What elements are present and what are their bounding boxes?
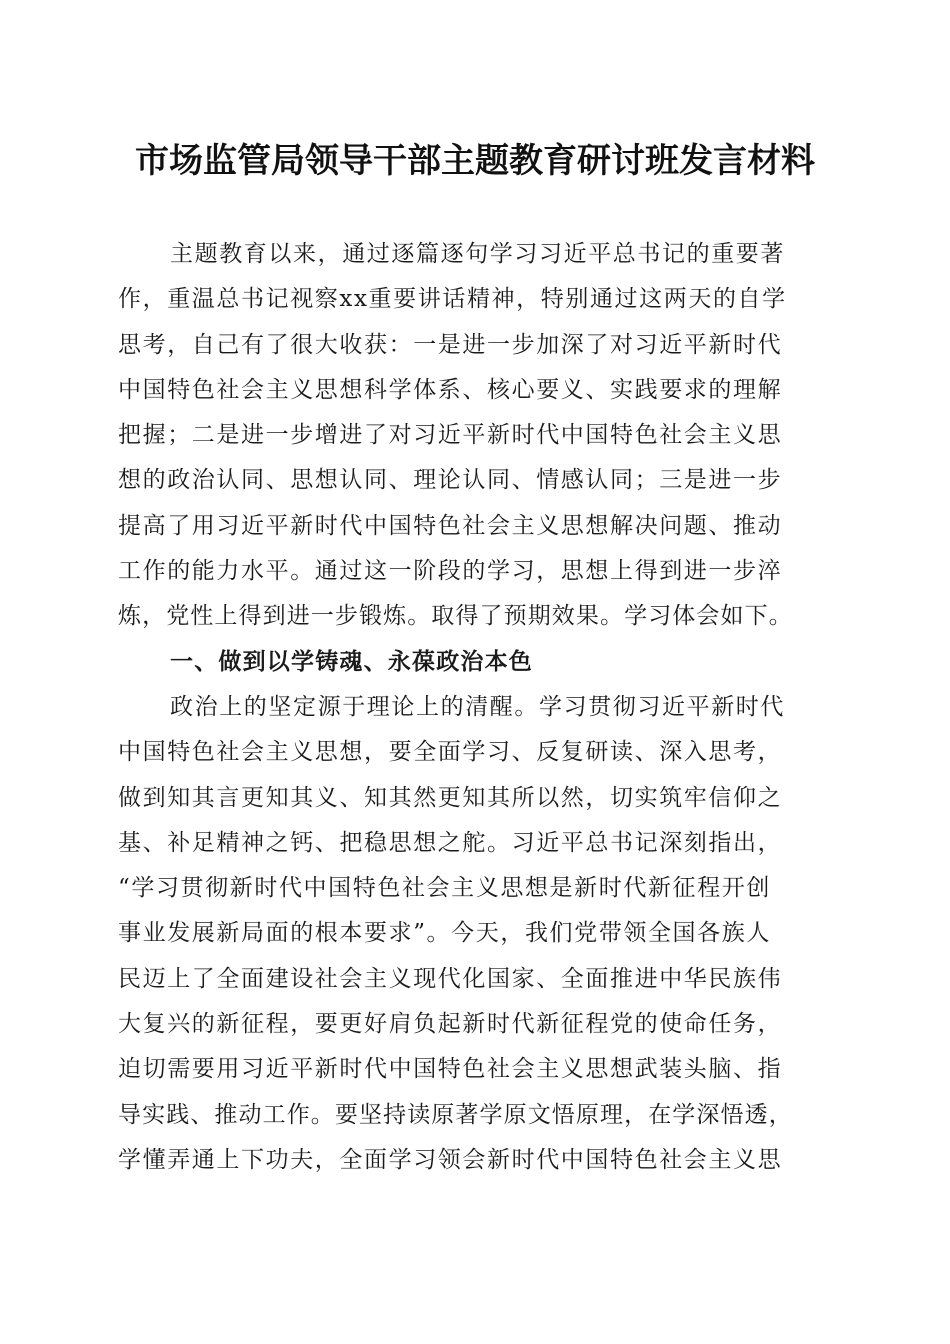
paragraph-line: 中国特色社会主义思想科学体系、核心要义、实践要求的理解 bbox=[118, 376, 783, 403]
paragraph-line: 民迈上了全面建设社会主义现代化国家、全面推进中华民族伟 bbox=[118, 965, 783, 992]
paragraph-line: “学习贯彻新时代中国特色社会主义思想是新时代新征程开创 bbox=[118, 875, 771, 902]
paragraph-line: 思考，自己有了很大收获：一是进一步加深了对习近平新时代 bbox=[118, 331, 783, 358]
paragraph-line: 作，重温总书记视察xx重要讲话精神，特别通过这两天的自学 bbox=[118, 286, 787, 313]
paragraph-line: 基、补足精神之钙、把稳思想之舵。习近平总书记深刻指出， bbox=[118, 829, 783, 856]
paragraph-line: 把握；二是进一步增进了对习近平新时代中国特色社会主义思 bbox=[118, 422, 783, 449]
paragraph-line: 政治上的坚定源于理论上的清醒。学习贯彻习近平新时代 bbox=[170, 693, 785, 720]
document-title: 市场监管局领导干部主题教育研讨班发言材料 bbox=[135, 141, 815, 181]
paragraph-line: 事业发展新局面的根本要求”。今天，我们党带领全国各族人 bbox=[118, 920, 771, 947]
section-heading: 一、做到以学铸魂、永葆政治本色 bbox=[170, 648, 533, 675]
paragraph-line: 中国特色社会主义思想，要全面学习、反复研读、深入思考， bbox=[118, 739, 783, 766]
paragraph-line: 大复兴的新征程，要更好肩负起新时代新征程党的使命任务， bbox=[118, 1011, 783, 1038]
paragraph-line: 导实践、推动工作。要坚持读原著学原文悟原理，在学深悟透， bbox=[118, 1101, 793, 1128]
paragraph-line: 学懂弄通上下功夫，全面学习领会新时代中国特色社会主义思 bbox=[118, 1146, 783, 1173]
paragraph-line: 炼，党性上得到进一步锻炼。取得了预期效果。学习体会如下。 bbox=[118, 603, 793, 630]
paragraph-line: 主题教育以来，通过逐篇逐句学习习近平总书记的重要著 bbox=[170, 241, 785, 267]
paragraph-line: 工作的能力水平。通过这一阶段的学习，思想上得到进一步淬 bbox=[118, 558, 783, 585]
paragraph-intro bbox=[118, 232, 830, 1183]
paragraph-line: 想的政治认同、思想认同、理论认同、情感认同；三是进一步 bbox=[118, 467, 783, 494]
paragraph-line: 迫切需要用习近平新时代中国特色社会主义思想武装头脑、指 bbox=[118, 1056, 783, 1083]
paragraph-line: 提高了用习近平新时代中国特色社会主义思想解决问题、推动 bbox=[118, 512, 783, 539]
paragraph-line: 做到知其言更知其义、知其然更知其所以然，切实筑牢信仰之 bbox=[118, 784, 783, 811]
